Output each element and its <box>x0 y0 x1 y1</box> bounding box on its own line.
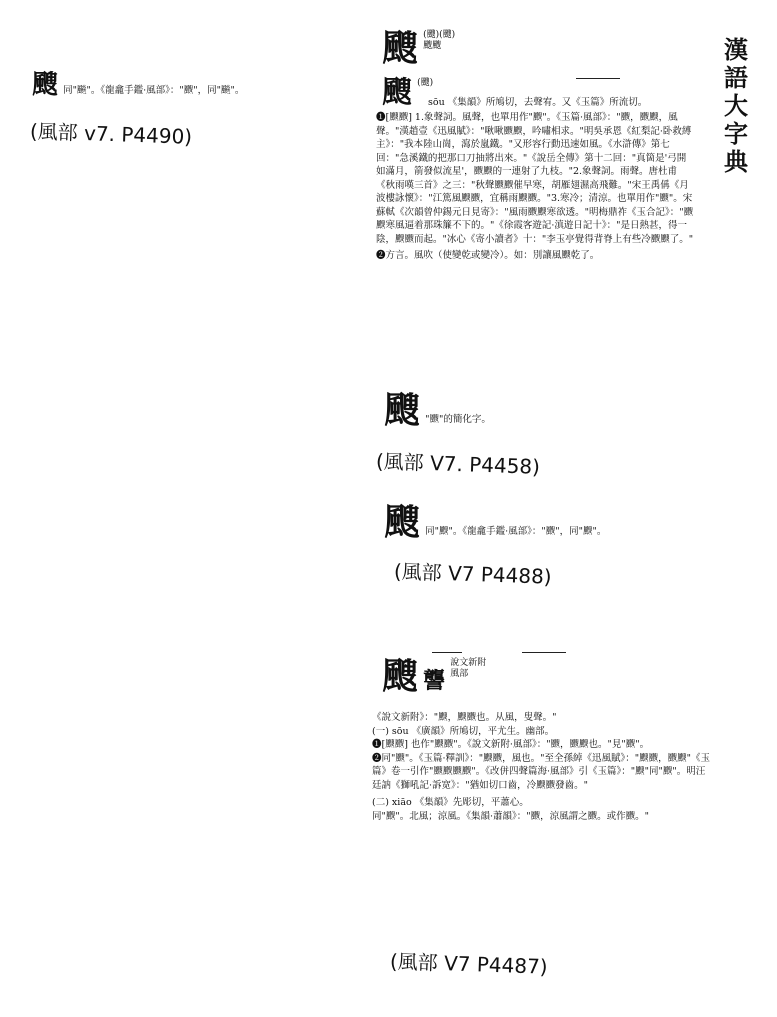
entry1-head-char: 颼 <box>382 27 419 69</box>
left-handwritten-note: (風部 v7. P4490) <box>29 119 193 149</box>
dictionary-title-text: 漢語大字典 <box>724 35 748 176</box>
left-entry-line: 同"飈"。《龍龕手鑑·風部》："颼"，同"飈"。 <box>63 85 245 96</box>
entry1-sense-2: ❷方言。風吹（使變乾或變冷）。如：別讓風颼乾了。 <box>376 250 600 261</box>
entry4-para-1: 《說文新附》："颼，颼颼也。从風，叟聲。" <box>372 712 557 723</box>
entry4-head-char: 颼 <box>382 655 419 697</box>
entry1-tag <box>423 30 455 52</box>
entry2-line: "颼"的簡化字。 <box>425 414 491 425</box>
entry2-head-char: 颼 <box>384 389 421 431</box>
entry4-para-3: ❶[颼颼] 也作"颼颼"。《說文新附·風部》："颼，颼颼也。"見"颼"。 <box>372 739 650 750</box>
dictionary-title <box>722 36 750 176</box>
entry1-tag-bottom: 颼颼 <box>423 41 442 51</box>
entry4-body <box>372 711 712 823</box>
entry3-head-char: 颼 <box>384 501 421 543</box>
entry3-line: 同"颼"。《龍龕手鑑·風部》："颼"，同"颼"。 <box>425 526 607 537</box>
entry4-para-2: (一) sōu 《廣韻》所鳩切，平尤生。幽部。 <box>372 725 555 737</box>
entry1-body <box>376 111 694 263</box>
entry1-sub-char: 颼 <box>382 75 412 110</box>
entry1-header <box>382 27 542 69</box>
entry4-handwritten-note: (風部 V7 P4487) <box>389 949 549 979</box>
entry4-seal-tag-bottom: 風部 <box>450 669 469 679</box>
left-entry <box>32 72 332 98</box>
seal-script-glyph: 讋 <box>423 669 446 694</box>
entry1-sense-1: ❶[颼颼] 1.象聲詞。風聲，也單用作"颼"。《玉篇·風部》："颼，颼颼，風聲。"漢趙壹《迅風賦》："啾啾颼颼，吟嘯相求。"明吳承恩《紅梨記·卧救縛主》："我本陸山崗，瀉於嵐鐵。"又形容行動迅速如風。《水滸傳》第七回："急溪鐵的把那口刀抽將出來。"《說岳全傳》第十二回："真箇是'弓開如滿月，箭發似流星'，颼颼的一連射了九枝。"2.象聲詞。雨聲。唐杜甫《秋雨嘆三首》之三："秋聲颼颼催早寒，胡雁翅濕高飛難。"宋王禹偁《月波樓詠懷》："江篤風颼颼，宜稱雨颼颼。"3.寒冷；清涼。也單用作"颼"。宋蘇軾《次韻曾仲錫元日見寄》："風雨颼颼寒欲透。"明梅鼎祚《玉合記》："颼颼寒風逼着那珠簾不下的。"《徐霞客遊記·滇遊日記十》："是日熱甚，得一陰，颼颼而起。"冰心《寄小讀者》十："李玉亭覺得背脊上有些冷颼颼了。" <box>376 112 694 245</box>
entry1-reading: sōu 《集韻》所鳩切，去聲宥。又《玉篇》所流切。 <box>428 97 648 108</box>
entry4-seal-tag-top: 說文新附 <box>450 658 487 668</box>
entry1-sub-tag: (颼) <box>417 78 434 88</box>
entry4-divider-right <box>522 652 566 653</box>
entry4-seal-tag <box>450 658 486 680</box>
entry3 <box>384 501 704 543</box>
entry1-divider <box>576 78 620 79</box>
entry3-handwritten-note: (風部 V7 P4488) <box>393 559 553 589</box>
entry1-tag-top: (颼)(颼) <box>423 30 456 40</box>
entry2-handwritten-note: (風部 V7. P4458) <box>375 449 541 479</box>
left-head-char: 颼 <box>32 70 59 100</box>
entry4-para-5: (二) xiāo 《集韻》先彫切，平蕭心。 <box>372 797 529 808</box>
entry4-para-4: ❷同"颼"。《玉篇·釋訓》："颼颼，風也。"至全孫綽《迅風賦》："颼颼，颼颼"《玉篇》卷一引作"颼颼颼颼"。《改併四聲篇海·風部》引《玉篇》："颼"同"颼"。明汪廷訥《獅吼記·訴宽》："猶如切口齒，冷颼颼發齒。" <box>372 752 710 791</box>
entry2 <box>384 389 584 431</box>
entry4-divider-left <box>432 652 462 653</box>
entry4-para-6: 同"颼"。北風；涼風。《集韻·蕭韻》："颼，涼風謂之颼。或作颼。" <box>372 810 649 822</box>
entry4-header <box>382 655 582 697</box>
